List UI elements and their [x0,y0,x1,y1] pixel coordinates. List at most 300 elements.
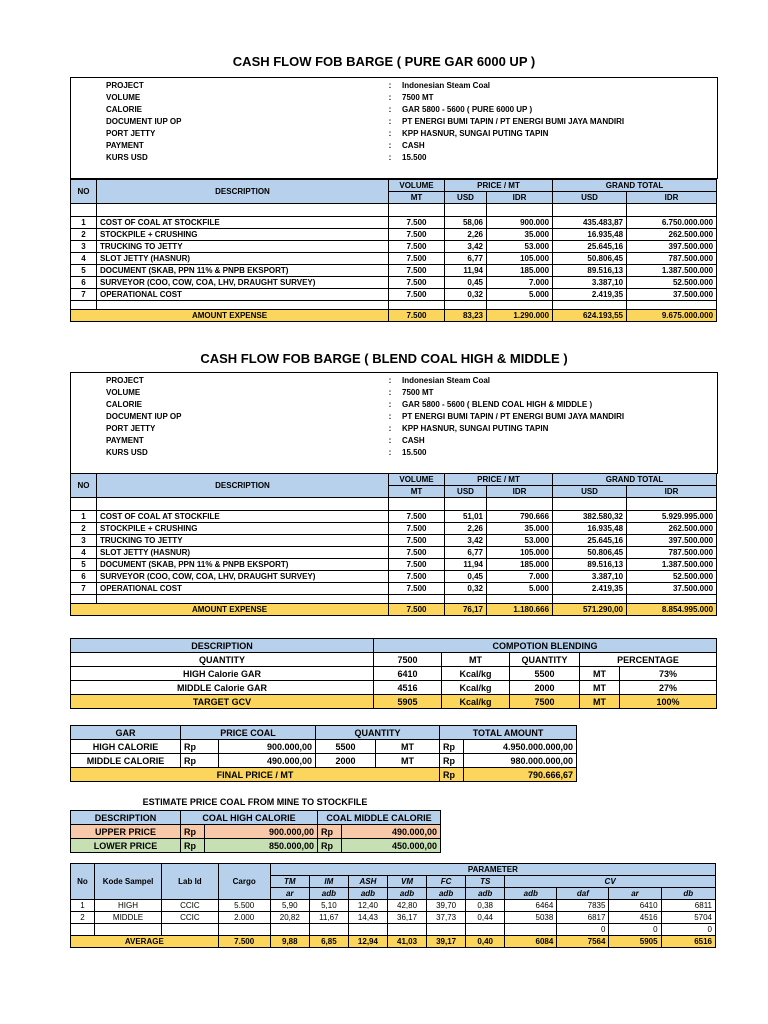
row-total-usd: 3.387,10 [553,571,627,583]
colon: : [388,129,392,138]
qty-unit: MT [376,754,440,768]
row-lab: CCIC [162,912,218,924]
table-row [71,547,717,559]
param-value: 0 [557,924,609,936]
param-name: TM [270,876,309,888]
row-total-idr: 262.500.000 [627,229,717,241]
row-total-usd: 435.483,87 [553,217,627,229]
rp: Rp [440,740,464,754]
param-name: FC [427,876,466,888]
param-value: 12,40 [348,900,387,912]
row-mt: 7.500 [389,253,445,265]
est-desc-header: DESCRIPTION [71,811,181,825]
total-idr: 8.854.995.000 [627,604,717,616]
info-label: PORT JETTY [106,424,156,433]
empty-cell [627,595,717,604]
blend-unit: Kcal/kg [442,695,510,709]
header-row [71,811,441,825]
row-price-usd: 11,94 [445,265,487,277]
average-value: 6084 [505,936,557,948]
param-name: IM [309,876,348,888]
row-total-usd: 382.580,32 [553,511,627,523]
row-mt: 7.500 [389,229,445,241]
rp: Rp [440,768,464,782]
row-total-usd: 16.935,48 [553,523,627,535]
row-total-idr: 397.500.000 [627,241,717,253]
colon: : [388,376,392,385]
col-usd: USD [553,192,627,204]
col-description: DESCRIPTION [97,474,389,498]
average-value: 7564 [557,936,609,948]
param-value: 39,70 [427,900,466,912]
param-value: 5,10 [309,900,348,912]
table-row [71,653,717,667]
cv-basis: db [661,888,715,900]
price-row-label: HIGH CALORIE [71,740,181,754]
param-value: 6464 [505,900,557,912]
blend-qty: 2000 [510,681,580,695]
col-price-mt: PRICE / MT [445,180,553,192]
row-desc: TRUCKING TO JETTY [97,535,389,547]
param-value: 37,73 [427,912,466,924]
est-mid: 450.000,00 [342,839,441,853]
info-table [71,375,717,459]
row-total-usd: 2.419,35 [553,583,627,595]
row-total-usd: 89.516,13 [553,265,627,277]
quantity-label: QUANTITY [71,653,374,667]
total-row [71,310,717,322]
row-mt: 7.500 [389,571,445,583]
table-row [71,523,717,535]
param-value: 14,43 [348,912,387,924]
rp: Rp [318,839,342,853]
param-basis: adb [348,888,387,900]
info-row [71,116,717,128]
info-value: KPP HASNUR, SUNGAI PUTING TAPIN [402,424,549,433]
spacer-row [71,595,717,604]
row-price-usd: 0,32 [445,583,487,595]
row-price-idr: 5.000 [487,289,553,301]
rp: Rp [181,754,219,768]
row-lab: CCIC [162,900,218,912]
empty-cell [389,595,445,604]
row-desc: SLOT JETTY (HASNUR) [97,547,389,559]
info-value: Indonesian Steam Coal [402,376,491,385]
quantity-value: 7500 [374,653,442,667]
rp: Rp [181,825,205,839]
info-value: CASH [402,436,425,445]
table-row [71,583,717,595]
blend-mt: MT [580,695,620,709]
col-mt: MT [389,192,445,204]
est-high-header: COAL HIGH CALORIE [181,811,318,825]
empty-cell [97,204,389,217]
row-total-idr: 52.500.000 [627,571,717,583]
info-row [71,375,717,387]
final-value: 790.666,67 [464,768,577,782]
row-desc: STOCKPILE + CRUSHING [97,229,389,241]
blend-label: MIDDLE Calorie GAR [71,681,374,695]
total-usd: 571.290,00 [553,604,627,616]
param-value: 11,67 [309,912,348,924]
empty-cell [487,498,553,511]
col-usd: USD [445,486,487,498]
row-mt: 7.500 [389,289,445,301]
header-row [71,474,717,486]
empty-cell [71,498,97,511]
param-name: TS [466,876,505,888]
row-no: 6 [71,571,97,583]
info-row [71,423,717,435]
table-row [71,754,577,768]
row-lab [162,924,218,936]
empty-cell [553,595,627,604]
info-label: VOLUME [106,93,141,102]
colon: : [388,105,392,114]
est-high: 850.000,00 [205,839,318,853]
row-mt: 7.500 [389,559,445,571]
blend-label: TARGET GCV [71,695,374,709]
row-total-idr: 6.750.000.000 [627,217,717,229]
price-value: 490.000,00 [219,754,316,768]
average-value: 0,40 [466,936,505,948]
colon: : [388,412,392,421]
colon: : [388,448,392,457]
spacer-row [71,498,717,511]
info-value: 15.500 [402,153,427,162]
info-value: GAR 5800 - 5600 ( BLEND COAL HIGH & MIDDLE ) [402,400,593,409]
param-basis: ar [270,888,309,900]
info-label: PORT JETTY [106,129,156,138]
row-total-idr: 5.929.995.000 [627,511,717,523]
row-no: 7 [71,289,97,301]
info-label: VOLUME [106,388,141,397]
info-value: KPP HASNUR, SUNGAI PUTING TAPIN [402,129,549,138]
param-name: VM [387,876,426,888]
est-high: 900.000,00 [205,825,318,839]
quantity-unit: MT [442,653,510,667]
table-row [71,912,716,924]
empty-cell [553,498,627,511]
info-label: KURS USD [106,448,148,457]
row-desc: COST OF COAL AT STOCKFILE [97,217,389,229]
param-value: 5,90 [270,900,309,912]
info-row [71,435,717,447]
final-row [71,768,577,782]
col-idr: IDR [487,486,553,498]
table-row [71,571,717,583]
param-basis: adb [466,888,505,900]
param-value: 4516 [609,912,661,924]
row-total-usd: 25.645,16 [553,241,627,253]
rp: Rp [181,839,205,853]
row-no: 2 [71,523,97,535]
empty-cell [97,498,389,511]
row-no: 4 [71,547,97,559]
blend-pct: 100% [620,695,717,709]
empty-cell [389,301,445,310]
col-cargo: Cargo [218,864,270,900]
row-no: 7 [71,583,97,595]
col-no: No [71,864,95,900]
empty-cell [71,204,97,217]
colon: : [388,153,392,162]
blend-unit: Kcal/kg [442,681,510,695]
row-price-usd: 6,77 [445,547,487,559]
param-value: 6811 [661,900,715,912]
col-no: NO [71,474,97,498]
header-row [71,726,577,740]
row-total-idr: 37.500.000 [627,583,717,595]
row-total-idr: 787.500.000 [627,253,717,265]
blend-pct: 73% [620,667,717,681]
total-mt: 7.500 [389,604,445,616]
blend-gar: 4516 [374,681,442,695]
row-price-usd: 0,45 [445,571,487,583]
qty-unit: MT [376,740,440,754]
section2-cost-table [70,473,716,616]
colon: : [388,141,392,150]
total-label: AMOUNT EXPENSE [71,604,389,616]
empty-cell [487,301,553,310]
row-total-usd: 89.516,13 [553,559,627,571]
average-value: 6,85 [309,936,348,948]
row-desc: COST OF COAL AT STOCKFILE [97,511,389,523]
average-row [71,936,716,948]
info-table [71,80,717,164]
row-cargo: 5.500 [218,900,270,912]
cv-basis: ar [609,888,661,900]
param-value: 42,80 [387,900,426,912]
total-price-idr: 1.290.000 [487,310,553,322]
info-label: CALORIE [106,105,142,114]
param-value: 6817 [557,912,609,924]
section1-title: CASH FLOW FOB BARGE ( PURE GAR 6000 UP ) [232,54,536,69]
row-price-usd: 11,94 [445,559,487,571]
price-coal-header: PRICE COAL [181,726,316,740]
section1-cost-table [70,179,716,322]
header-row [71,180,717,192]
row-no: 2 [71,229,97,241]
qty-value: 5500 [316,740,376,754]
colon: : [388,117,392,126]
row-total-usd: 50.806,45 [553,253,627,265]
average-value: 39,17 [427,936,466,948]
qty-value: 2000 [316,754,376,768]
colon: : [388,424,392,433]
row-price-idr: 53.000 [487,535,553,547]
param-value: 0 [609,924,661,936]
param-value [348,924,387,936]
param-value [466,924,505,936]
empty-cell [445,498,487,511]
spacer-row [71,301,717,310]
param-basis: adb [387,888,426,900]
rp: Rp [318,825,342,839]
info-value: GAR 5800 - 5600 ( PURE 6000 UP ) [402,105,533,114]
table-row [71,229,717,241]
param-value: 5038 [505,912,557,924]
est-label: LOWER PRICE [71,839,181,853]
empty-cell [445,204,487,217]
spacer [71,423,103,435]
row-no: 1 [71,900,95,912]
info-value: CASH [402,141,425,150]
row-cargo: 2.000 [218,912,270,924]
col-description: DESCRIPTION [97,180,389,204]
table-row [71,681,717,695]
row-price-idr: 790.666 [487,511,553,523]
table-row [71,511,717,523]
row-no: 3 [71,535,97,547]
total-price-usd: 76,17 [445,604,487,616]
blend-mt: MT [580,681,620,695]
param-value: 0,38 [466,900,505,912]
colon: : [388,93,392,102]
quantity-header: QUANTITY [510,653,580,667]
empty-cell [627,498,717,511]
row-price-idr: 53.000 [487,241,553,253]
final-label: FINAL PRICE / MT [71,768,440,782]
row-total-usd: 3.387,10 [553,277,627,289]
info-label: CALORIE [106,400,142,409]
row-kode [94,924,161,936]
average-label: AVERAGE [71,936,219,948]
info-row [71,411,717,423]
param-name: ASH [348,876,387,888]
price-calc-table [70,725,716,782]
total-mt: 7.500 [389,310,445,322]
row-price-usd: 51,01 [445,511,487,523]
empty-cell [71,301,97,310]
row-no: 5 [71,265,97,277]
col-usd: USD [445,192,487,204]
row-no: 5 [71,559,97,571]
empty-cell [97,595,389,604]
blend-qty: 5500 [510,667,580,681]
total-row [71,604,717,616]
row-price-usd: 0,32 [445,289,487,301]
info-row [71,387,717,399]
empty-cell [445,595,487,604]
table-row [71,740,577,754]
info-row [71,128,717,140]
info-value: 7500 MT [402,93,434,102]
col-price-mt: PRICE / MT [445,474,553,486]
rp: Rp [440,754,464,768]
spacer [71,447,103,459]
total-value: 980.000.000,00 [464,754,577,768]
table-row [71,289,717,301]
parameter-header: PARAMETER [270,864,715,876]
est-mid: 490.000,00 [342,825,441,839]
row-no: 1 [71,511,97,523]
row-mt: 7.500 [389,583,445,595]
section1-info [70,77,718,179]
price-row-label: MIDDLE CALORIE [71,754,181,768]
empty-cell [487,595,553,604]
row-price-idr: 7.000 [487,277,553,289]
col-volume: VOLUME [389,474,445,486]
info-row [71,140,717,152]
average-value: 41,03 [387,936,426,948]
colon: : [388,400,392,409]
table-row [71,667,717,681]
row-desc: OPERATIONAL COST [97,289,389,301]
row-price-usd: 2,26 [445,523,487,535]
row-desc: SURVEYOR (COO, COW, COA, LHV, DRAUGHT SURVEY) [97,571,389,583]
param-value: 5704 [661,912,715,924]
row-price-idr: 35.000 [487,229,553,241]
spacer [71,104,103,116]
average-value: 6516 [661,936,715,948]
row-total-idr: 262.500.000 [627,523,717,535]
table-row [71,559,717,571]
param-basis: adb [309,888,348,900]
spacer [71,375,103,387]
empty-cell [553,301,627,310]
blend-gar: 5905 [374,695,442,709]
average-value: 5905 [609,936,661,948]
param-value: 7835 [557,900,609,912]
table-row [71,900,716,912]
spacer-row [71,204,717,217]
row-no [71,924,95,936]
row-desc: DOCUMENT (SKAB, PPN 11% & PNPB EKSPORT) [97,559,389,571]
total-usd: 624.193,55 [553,310,627,322]
blend-desc-header: DESCRIPTION [71,639,374,653]
row-total-idr: 52.500.000 [627,277,717,289]
info-label: DOCUMENT IUP OP [106,117,182,126]
row-desc: DOCUMENT (SKAB, PPN 11% & PNPB EKSPORT) [97,265,389,277]
row-desc: STOCKPILE + CRUSHING [97,523,389,535]
blend-gar: 6410 [374,667,442,681]
spacer [71,140,103,152]
parameter-table [70,863,716,948]
blend-label: HIGH Calorie GAR [71,667,374,681]
col-usd: USD [553,486,627,498]
average-cargo: 7.500 [218,936,270,948]
row-mt: 7.500 [389,547,445,559]
info-row [71,447,717,459]
empty-cell [627,301,717,310]
param-value: 0,44 [466,912,505,924]
spacer [71,116,103,128]
info-value: 7500 MT [402,388,434,397]
row-no: 2 [71,912,95,924]
info-value: Indonesian Steam Coal [402,81,491,90]
info-row [71,399,717,411]
row-mt: 7.500 [389,511,445,523]
row-price-idr: 7.000 [487,571,553,583]
param-value [387,924,426,936]
info-label: PROJECT [106,376,144,385]
param-value [505,924,557,936]
row-price-idr: 105.000 [487,547,553,559]
row-price-idr: 185.000 [487,559,553,571]
table-row [71,253,717,265]
estimate-title: ESTIMATE PRICE COAL FROM MINE TO STOCKFILE [142,797,368,807]
row-total-usd: 25.645,16 [553,535,627,547]
empty-cell [445,301,487,310]
table-row [71,924,716,936]
section2-info [70,372,718,474]
row-mt: 7.500 [389,277,445,289]
row-price-usd: 3,42 [445,535,487,547]
price-qty-header: QUANTITY [316,726,440,740]
spacer [71,80,103,92]
table-row [71,277,717,289]
